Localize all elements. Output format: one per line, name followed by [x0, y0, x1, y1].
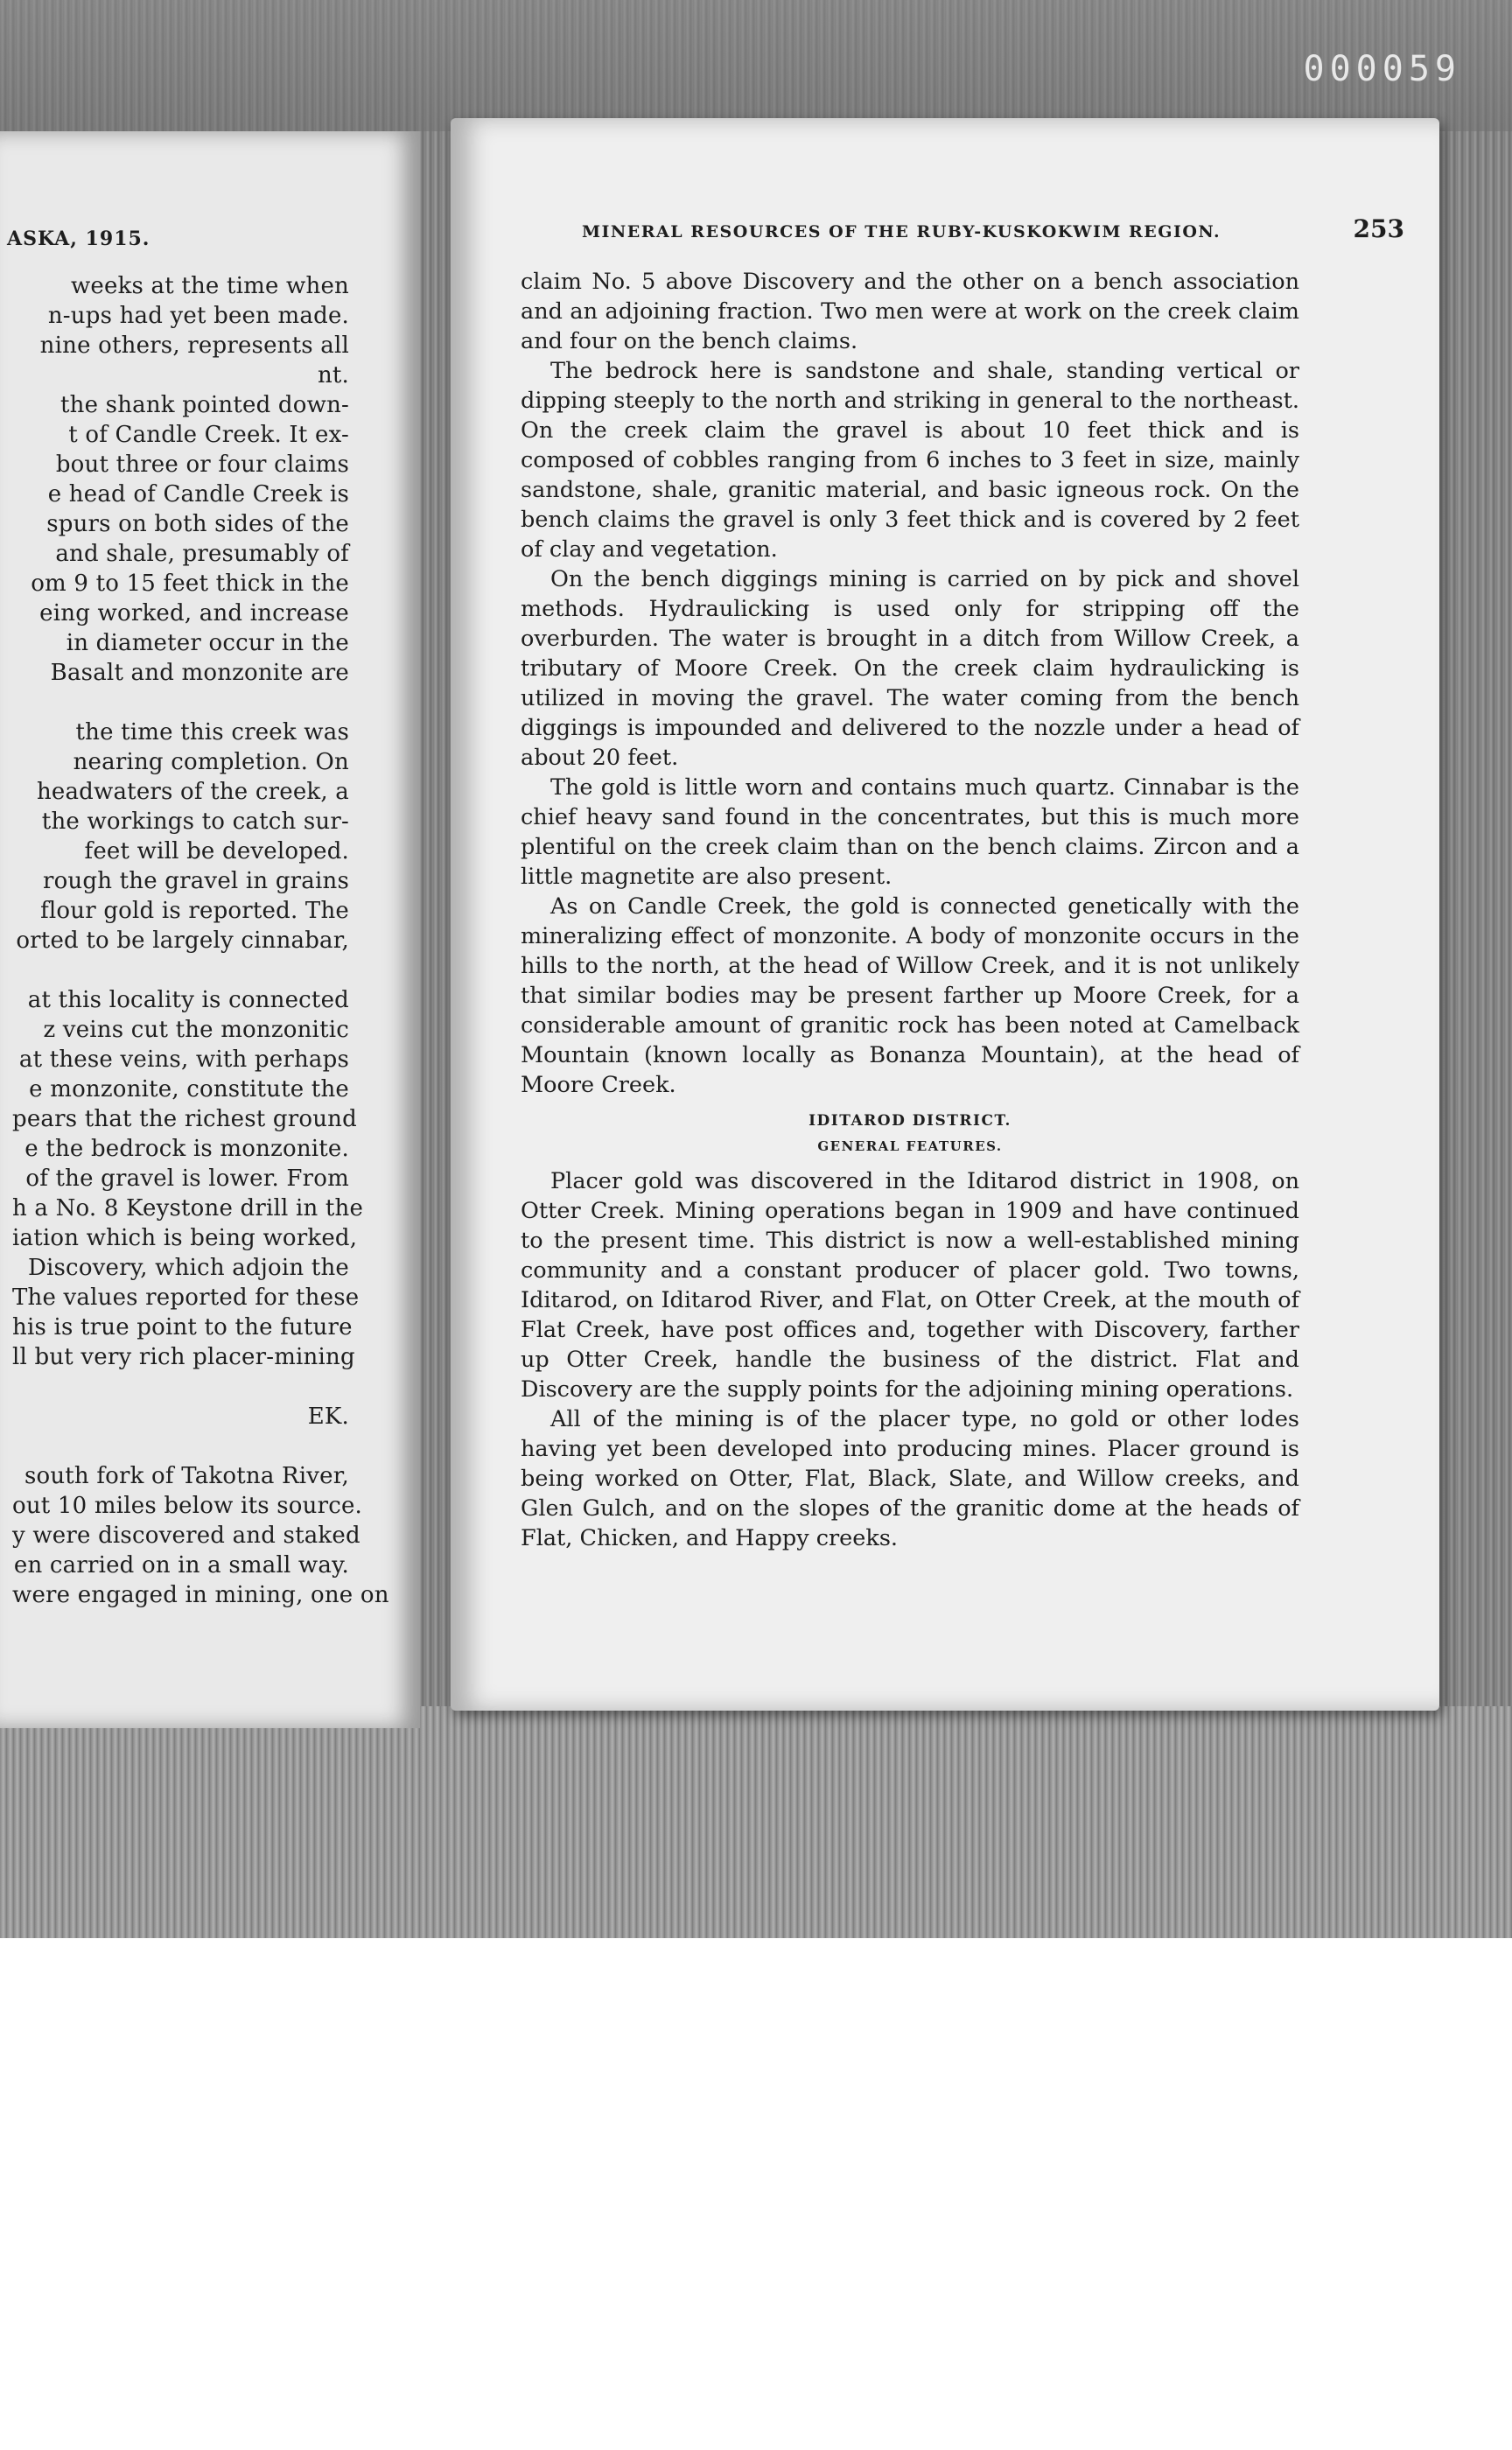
left-page-line: south fork of Takotna River,	[24, 1463, 349, 1489]
scan-bottom-band	[0, 1706, 1512, 1938]
left-page-line: iation which is being worked,	[12, 1225, 358, 1251]
left-page-line: at this locality is connected	[27, 987, 349, 1013]
left-page-line	[12, 688, 349, 718]
left-page-line: en carried on in a small way.	[13, 1552, 349, 1578]
left-page-line: in diameter occur in the	[66, 630, 349, 656]
left-page-line: out 10 miles below its source.	[12, 1493, 363, 1519]
left-page-line: nine others, represents all	[39, 332, 349, 359]
paragraph: The gold is little worn and contains much quartz. Cinnabar is the chief heavy sand found in the concentrates, but this is much more plentiful on the creek claim than on the bench claims. Zircon and a little magnetite are also present.	[521, 774, 1299, 890]
paragraph: On the bench diggings mining is carried on by pick and shovel methods. Hydraulicking is used only for stripping off the overburden. The water is brought in a ditch from Willow Creek, a tributary of Moore Creek. On the creek claim hydraulicking is utilized in moving the gravel. The water coming from the bench diggings is impounded and delivered to the nozzle under a head of about 20 feet.	[521, 566, 1299, 771]
left-page-line: bout three or four claims	[55, 452, 349, 478]
left-page-line: EK.	[307, 1404, 349, 1430]
paragraph: As on Candle Creek, the gold is connected genetically with the mineralizing effect of monzonite. A body of monzonite occurs in the hills to the north, at the head of Willow Creek, and it is not unlikely that similar bodies may be present farther up Moore Creek, for a considerable amount of granitic rock has been noted at Camelback Mountain (known locally as Bonanza Mountain), at the head of Moore Creek.	[521, 893, 1299, 1098]
left-page-line: Basalt and monzonite are	[50, 660, 349, 686]
right-page	[451, 118, 1439, 1711]
left-page-line: e the bedrock is monzonite.	[24, 1136, 349, 1162]
left-page-line: Discovery, which adjoin the	[27, 1255, 349, 1281]
left-page-line: the workings to catch sur-	[41, 808, 349, 835]
left-page-line: were engaged in mining, one on	[12, 1582, 389, 1608]
left-page-line: his is true point to the future	[12, 1314, 353, 1340]
left-running-head: ASKA, 1915.	[7, 228, 150, 250]
left-page-line: z veins cut the monzonitic	[43, 1017, 349, 1043]
left-page-line: h a No. 8 Keystone drill in the	[12, 1195, 364, 1222]
left-page-line: ll but very rich placer-mining	[12, 1344, 355, 1370]
left-page-line: The values reported for these	[12, 1284, 360, 1311]
left-page-line	[12, 956, 349, 985]
left-page	[0, 131, 420, 1728]
page-number: 253	[1353, 214, 1404, 243]
left-page-line: weeks at the time when	[70, 273, 349, 299]
left-page-line: the shank pointed down-	[60, 392, 349, 418]
left-page-line: rough the gravel in grains	[42, 868, 349, 894]
section-heading: IDITAROD DISTRICT.	[808, 1112, 1012, 1130]
left-page-line: e head of Candle Creek is	[47, 481, 349, 508]
paragraph: All of the mining is of the placer type, no gold or other lodes having yet been developed into producing mines. Placer ground is being worked on Otter, Flat, Black, Slate, and Willow creeks, and Glen Gulch, and on the slopes of the granitic dome at the heads of Flat, Chicken, and Happy creeks.	[521, 1406, 1299, 1551]
paragraph: Placer gold was discovered in the Iditarod district in 1908, on Otter Creek. Mining operations began in 1909 and have continued to the present time. This district is now a well-established mining community and a constant producer of placer gold. Two towns, Iditarod, on Iditarod River, and Flat, on Otter Creek, at the mouth of Flat Creek, have post offices and, together with Discovery, farther up Otter Creek, handle the business of the district. Flat and Discovery are the supply points for the adjoining mining operations.	[521, 1168, 1299, 1403]
paragraph: The bedrock here is sandstone and shale, standing vertical or dipping steeply to the north and striking in general to the northeast. On the creek claim the gravel is about 10 feet thick and is composed of cobbles ranging from 6 inches to 3 feet in size, mainly sandstone, shale, granitic material, and basic igneous rock. On the bench claims the gravel is only 3 feet thick and is covered by 2 feet of clay and vegetation.	[521, 358, 1299, 563]
left-page-line: orted to be largely cinnabar,	[16, 928, 349, 954]
left-page-line: t of Candle Creek. It ex-	[68, 422, 349, 448]
left-page-line: eing worked, and increase	[39, 600, 349, 626]
left-page-line: the time this creek was	[75, 719, 349, 746]
page-header	[582, 214, 1404, 243]
subsection-heading: GENERAL FEATURES.	[817, 1138, 1003, 1154]
left-page-line	[12, 1372, 349, 1402]
paragraph: claim No. 5 above Discovery and the other on a bench association and an adjoining fraction. Two men were at work on the creek claim and four on the bench claims.	[521, 269, 1299, 354]
scan-top-band	[0, 0, 1512, 131]
left-page-line: and shale, presumably of	[55, 541, 349, 567]
left-page-line: nearing completion. On	[73, 749, 349, 775]
running-title: MINERAL RESOURCES OF THE RUBY-KUSKOKWIM REGION.	[582, 222, 1222, 242]
left-page-line: nt.	[317, 362, 349, 388]
left-page-line: om 9 to 15 feet thick in the	[31, 570, 349, 597]
left-page-line: spurs on both sides of the	[46, 511, 349, 537]
left-page-line: feet will be developed.	[84, 838, 349, 864]
left-page-line: at these veins, with perhaps	[18, 1046, 349, 1073]
page-stamp: 000059	[1303, 49, 1461, 89]
left-page-line: pears that the richest ground	[12, 1106, 357, 1132]
left-page-text	[12, 271, 389, 1610]
page-body	[521, 267, 1299, 1553]
left-page-line: n-ups had yet been made.	[47, 303, 349, 329]
left-page-line: headwaters of the creek, a	[36, 779, 349, 805]
left-page-line: of the gravel is lower. From	[25, 1166, 349, 1192]
left-page-line	[12, 1432, 349, 1461]
left-page-line: y were discovered and staked	[12, 1522, 360, 1549]
left-page-line: flour gold is reported. The	[40, 898, 349, 924]
left-page-line: e monzonite, constitute the	[29, 1076, 349, 1102]
